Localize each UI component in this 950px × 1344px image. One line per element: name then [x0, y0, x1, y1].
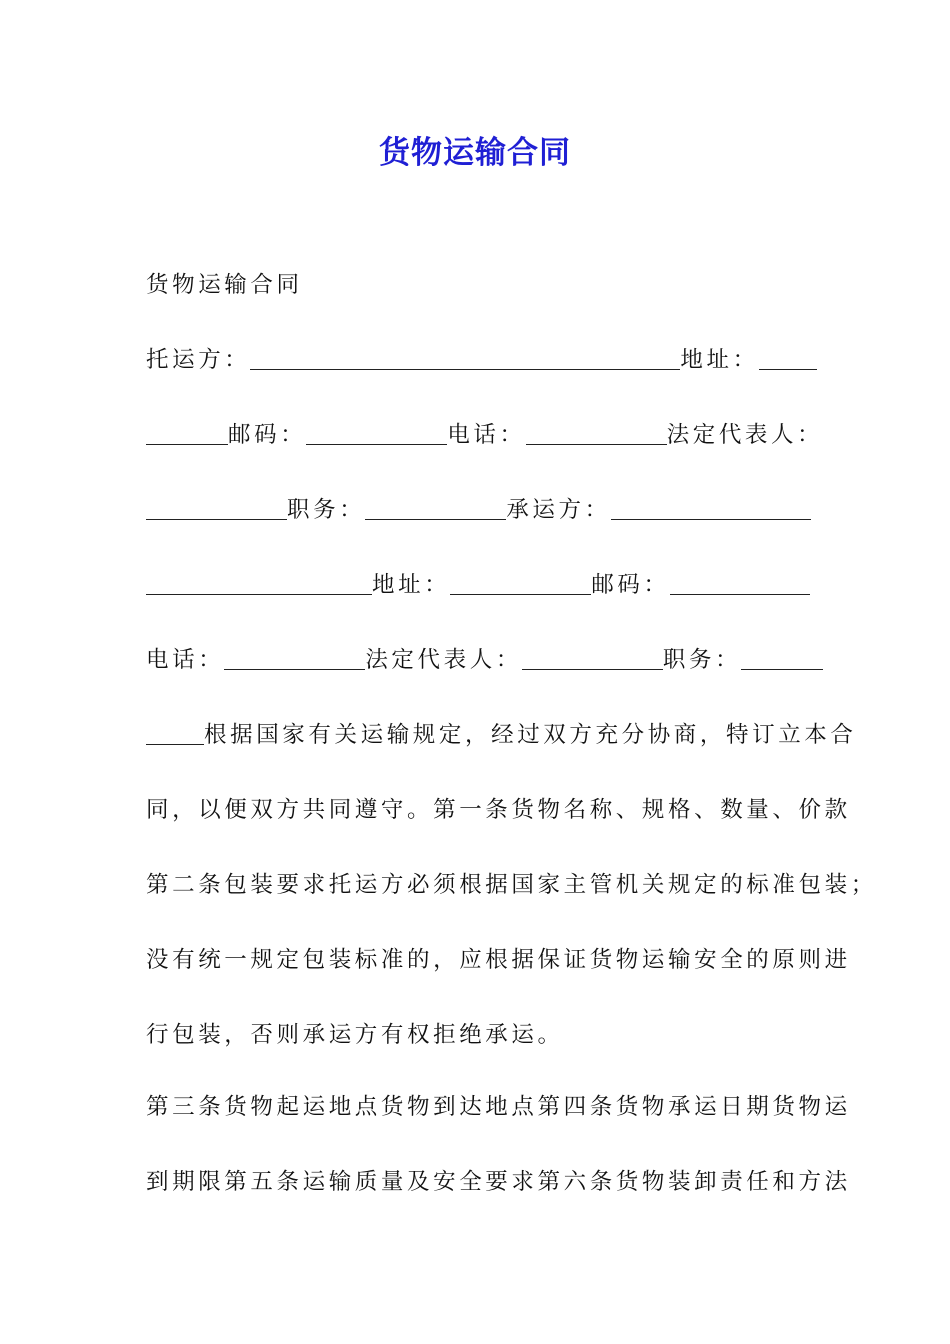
- carrier-label: 承运方：: [506, 497, 611, 523]
- carrier-legal-rep-label: 法定代表人：: [365, 647, 522, 673]
- carrier-phone-blank: [224, 655, 365, 670]
- shipper-address-label: 地址：: [680, 347, 759, 373]
- shipper-position-label: 职务：: [287, 497, 366, 523]
- carrier-phone-label: 电话：: [146, 647, 225, 673]
- body-text-1: 根据国家有关运输规定，经过双方充分协商，特订立本合: [204, 722, 857, 748]
- carrier-position-label: 职务：: [662, 647, 742, 673]
- shipper-line: [146, 340, 810, 380]
- body-line-1: [146, 715, 857, 755]
- shipper-contact-line: [146, 415, 824, 455]
- carrier-address-blank: [450, 580, 591, 595]
- shipper-postcode-blank: [306, 430, 447, 445]
- shipper-address-blank-cont: [146, 430, 228, 445]
- carrier-position-blank: [741, 655, 823, 670]
- carrier-name-blank: [611, 505, 811, 520]
- shipper-label: 托运方：: [146, 347, 251, 373]
- carrier-address-label: 地址：: [372, 572, 451, 598]
- body-text-6: 第三条货物起运地点货物到达地点第四条货物承运日期货物运: [146, 1094, 851, 1120]
- carrier-position-blank-cont: [146, 730, 204, 745]
- body-line-3: [146, 865, 877, 905]
- body-line-6: [146, 1087, 851, 1127]
- document-title: 货物运输合同: [379, 135, 571, 171]
- body-text-2: 同，以便双方共同遵守。第一条货物名称、规格、数量、价款: [146, 797, 851, 823]
- carrier-name-blank-cont: [146, 580, 372, 595]
- body-line-7: [146, 1162, 851, 1202]
- carrier-address-line: [146, 565, 810, 605]
- subtitle-line: [146, 265, 810, 305]
- body-line-4: [146, 940, 851, 980]
- shipper-legal-rep-blank: [146, 505, 287, 520]
- body-text-5: 行包装，否则承运方有权拒绝承运。: [146, 1022, 564, 1048]
- body-line-5: [146, 1015, 810, 1055]
- body-text-4: 没有统一规定包装标准的，应根据保证货物运输安全的原则进: [146, 947, 851, 973]
- body-line-2: [146, 790, 851, 830]
- shipper-name-blank: [250, 355, 680, 370]
- shipper-position-blank: [365, 505, 506, 520]
- shipper-legal-rep-label: 法定代表人：: [666, 422, 824, 448]
- shipper-phone-blank: [526, 430, 667, 445]
- body-text-3: 第二条包装要求托运方必须根据国家主管机关规定的标准包装；: [146, 872, 877, 898]
- shipper-postcode-label: 邮码：: [228, 422, 307, 448]
- carrier-legal-rep-blank: [522, 655, 663, 670]
- shipper-rep-line: [146, 490, 810, 530]
- carrier-postcode-blank: [670, 580, 810, 595]
- carrier-contact-line: [146, 640, 810, 680]
- shipper-phone-label: 电话：: [447, 422, 526, 448]
- document-subtitle: 货物运输合同: [146, 272, 303, 298]
- shipper-address-blank: [759, 355, 817, 370]
- carrier-postcode-label: 邮码：: [591, 572, 670, 598]
- body-text-7: 到期限第五条运输质量及安全要求第六条货物装卸责任和方法: [146, 1169, 851, 1195]
